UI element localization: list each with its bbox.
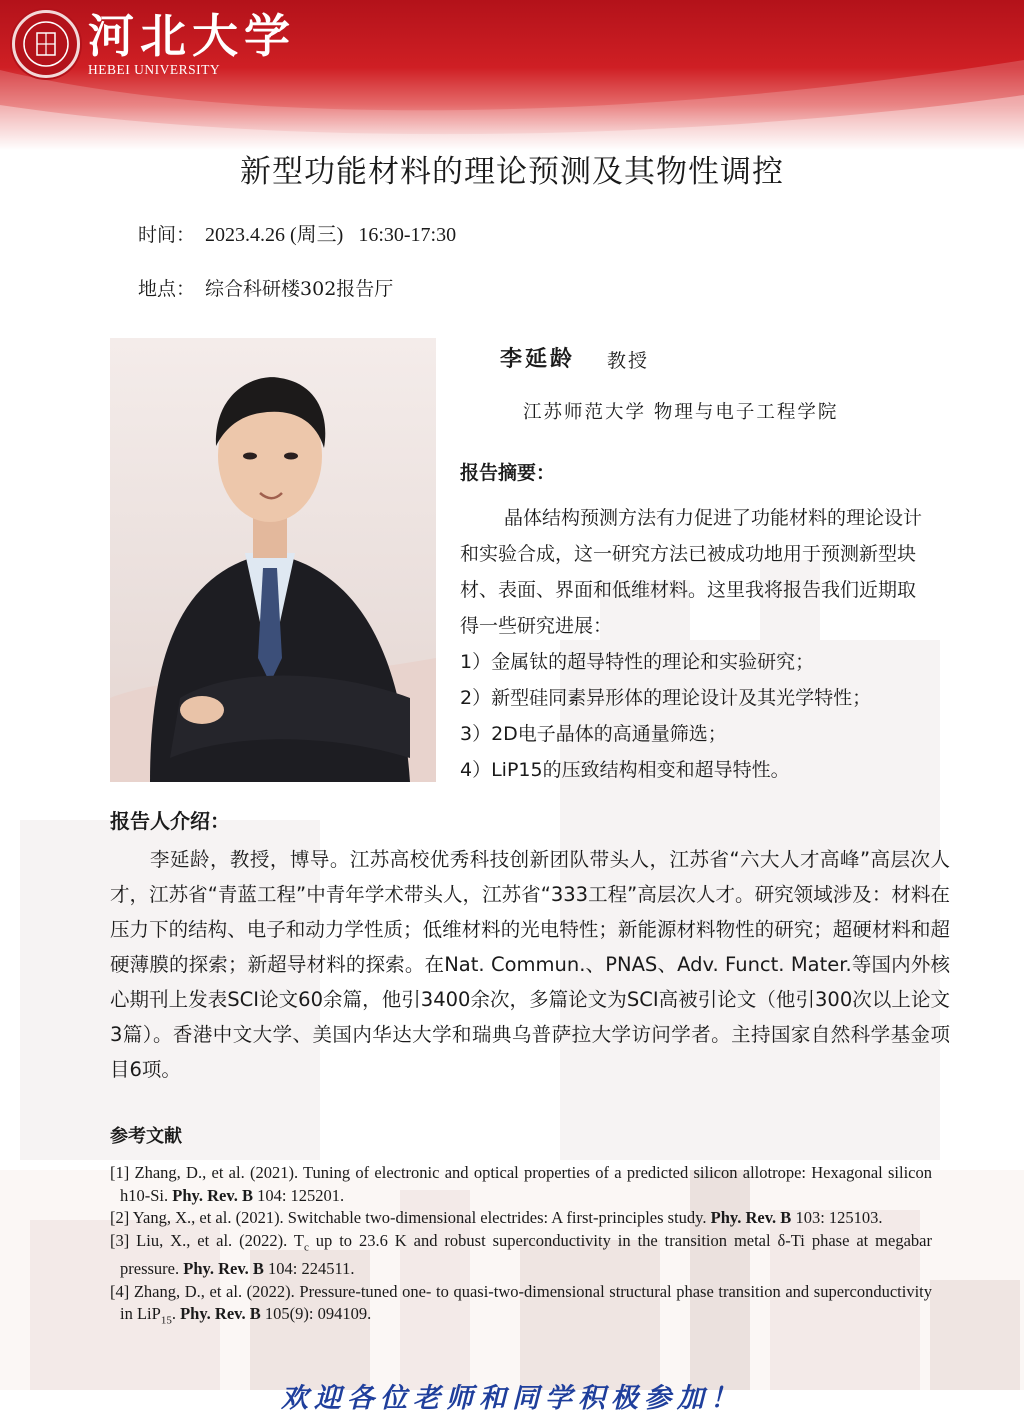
reference-journal: Phy. Rev. B — [172, 1185, 253, 1205]
reference-text: [2] Yang, X., et al. (2021). Switchable two-dimensional electrides: A first-principles study. — [110, 1208, 711, 1227]
bio-name: 李延龄 — [150, 848, 210, 871]
reference-volume: 103: 125103. — [791, 1208, 883, 1227]
abstract-item: 1）金属钛的超导特性的理论和实验研究； — [460, 651, 815, 673]
reference-journal: Phy. Rev. B — [180, 1304, 261, 1324]
speaker-name: 李延龄 — [500, 346, 576, 372]
university-name-en: HEBEI UNIVERSITY — [88, 62, 221, 77]
references-list — [110, 1162, 932, 1332]
abstract-item: 4）LiP15的压致结构相变和超导特性。 — [460, 759, 790, 781]
abstract-heading: 报告摘要： — [460, 462, 556, 484]
reference-text: . — [171, 1304, 181, 1324]
time-line — [138, 218, 456, 247]
reference-subscript: 15 — [160, 1314, 172, 1327]
reference-item — [110, 1207, 932, 1230]
bio-text: ，教授，博导。江苏高校优秀科技创新团队带头人，江苏省“六大人才高峰”高层次人才，江苏省“青蓝工程”中青年学术带头人，江苏省“333工程”高层次人才。研究领域涉及：材料在压力下的结构、电子和动力学性质；低维材料的光电特性；新能源材料物性的研究；超硬材料和超硬薄膜的探索；新超导材料的探索。在Nat. Commun.、PNAS、Adv. Funct. Mater.等国内外核心期刊上发表SCI论文60余篇，他引3400余次，多篇论文为SCI高被引论文（他引300次以上论文3篇）。香港中文大学、美国内华达大学和瑞典乌普萨拉大学访问学者。主持国家自然科学基金项目6项。 — [110, 848, 950, 1081]
place-value: 综合科研楼302报告厅 — [205, 278, 394, 300]
bio-heading: 报告人介绍： — [110, 809, 230, 833]
speaker-affiliation: 江苏师范大学 物理与电子工程学院 — [523, 402, 839, 423]
reference-text: [4] Zhang, D., et al. (2022). Pressure-tuned one- to quasi-two-dimensional structural phase transition and superconductivity in LiP — [110, 1281, 932, 1324]
speaker-photo — [110, 338, 436, 782]
university-name-cn: 河北大学 — [88, 9, 296, 63]
reference-journal: Phy. Rev. B — [183, 1259, 264, 1279]
reference-journal: Phy. Rev. B — [710, 1208, 792, 1227]
speaker-portrait-icon — [110, 338, 436, 782]
reference-text: [3] Liu, X., et al. (2022). T — [110, 1230, 304, 1250]
university-seal-logo — [12, 10, 80, 78]
reference-item — [110, 1230, 932, 1281]
lecture-title: 新型功能材料的理论预测及其物性调控 — [240, 154, 784, 190]
references-heading: 参考文献 — [110, 1126, 182, 1147]
place-label: 地点： — [138, 278, 196, 300]
speaker-title: 教授 — [607, 350, 650, 372]
reference-item — [110, 1162, 932, 1207]
bio-body — [110, 842, 950, 1087]
reference-volume: 104: 125201. — [252, 1185, 345, 1205]
reference-item — [110, 1281, 932, 1332]
reference-text: up to 23.6 K and robust superconductivity in the transition metal δ-Ti phase at megabar pressure. — [120, 1230, 932, 1279]
reference-volume: 104: 224511. — [263, 1259, 355, 1279]
abstract-intro: 晶体结构预测方法有力促进了功能材料的理论设计和实验合成，这一研究方法已被成功地用于预测新型块材、表面、界面和低维材料。这里我将报告我们近期取得一些研究进展： — [460, 507, 923, 637]
closing-invitation: 欢迎各位老师和同学积极参加！ — [281, 1383, 743, 1414]
seal-icon — [15, 13, 77, 75]
abstract-body — [460, 500, 930, 788]
time-value: 2023.4.26 (周三) 16:30-17:30 — [205, 224, 457, 246]
reference-volume: 105(9): 094109. — [260, 1304, 372, 1324]
abstract-item: 2）新型硅同素异形体的理论设计及其光学特性； — [460, 687, 872, 709]
time-label: 时间： — [138, 224, 196, 246]
abstract-item: 3）2D电子晶体的高通量筛选； — [460, 723, 727, 745]
reference-text: [1] Zhang, D., et al. (2021). Tuning of electronic and optical properties of a predicted silicon allotrope: Hexagonal silicon h10-Si. — [110, 1163, 932, 1205]
reference-subscript: c — [303, 1240, 309, 1253]
place-line — [138, 274, 393, 301]
